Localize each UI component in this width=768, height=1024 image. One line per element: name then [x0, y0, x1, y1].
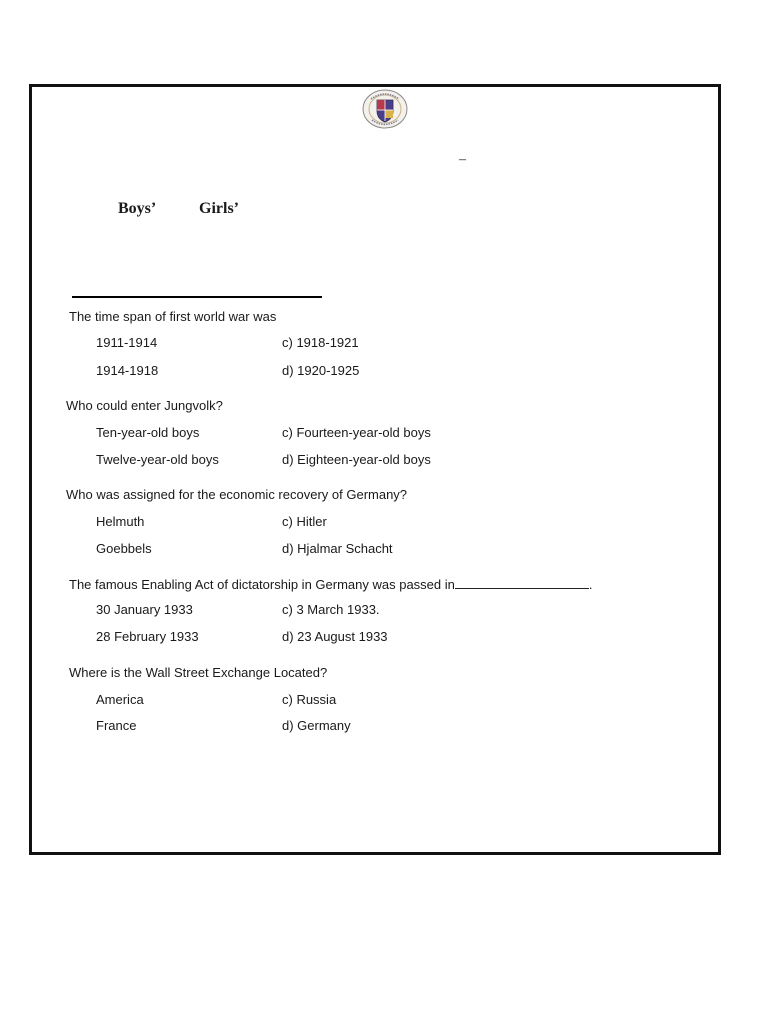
q1-option-d: d) 1920-1925: [282, 363, 360, 378]
q5-option-d: d) Germany: [282, 718, 351, 733]
q5-option-b: France: [96, 718, 137, 733]
q2-option-c: c) Fourteen-year-old boys: [282, 425, 431, 440]
q4-option-c: c) 3 March 1933.: [282, 602, 380, 617]
question-5: Where is the Wall Street Exchange Located?: [69, 665, 328, 680]
question-3: Who was assigned for the economic recovery of Germany?: [66, 487, 408, 502]
header-dash: –: [459, 152, 466, 167]
girls-label: Girls’: [199, 200, 239, 217]
q3-option-c: c) Hitler: [282, 514, 327, 529]
q1-option-a: 1911-1914: [96, 335, 158, 350]
q4-option-d: d) 23 August 1933: [282, 629, 388, 644]
q5-option-a: America: [96, 692, 144, 707]
question-4-period: .: [588, 577, 593, 592]
q4-option-b: 28 February 1933: [96, 629, 199, 644]
section-underline: [72, 296, 322, 298]
q1-option-c: c) 1918-1921: [282, 335, 359, 350]
answer-blank: [455, 576, 589, 589]
boys-label: Boys’: [118, 200, 157, 217]
q3-option-b: Goebbels: [96, 541, 152, 556]
q2-option-d: d) Eighteen-year-old boys: [282, 452, 431, 467]
question-1: The time span of first world war was: [69, 309, 277, 324]
q3-option-d: d) Hjalmar Schacht: [282, 541, 393, 556]
question-4: [69, 576, 593, 593]
q4-option-a: 30 January 1933: [96, 602, 193, 617]
q3-option-a: Helmuth: [96, 514, 145, 529]
q1-option-b: 1914-1918: [96, 363, 159, 378]
q2-option-b: Twelve-year-old boys: [96, 452, 219, 467]
school-crest-logo: [362, 89, 408, 129]
question-4-text: The famous Enabling Act of dictatorship in Germany was passed in: [69, 577, 455, 592]
question-2: Who could enter Jungvolk?: [66, 398, 223, 413]
q5-option-c: c) Russia: [282, 692, 337, 707]
q2-option-a: Ten-year-old boys: [96, 425, 200, 440]
